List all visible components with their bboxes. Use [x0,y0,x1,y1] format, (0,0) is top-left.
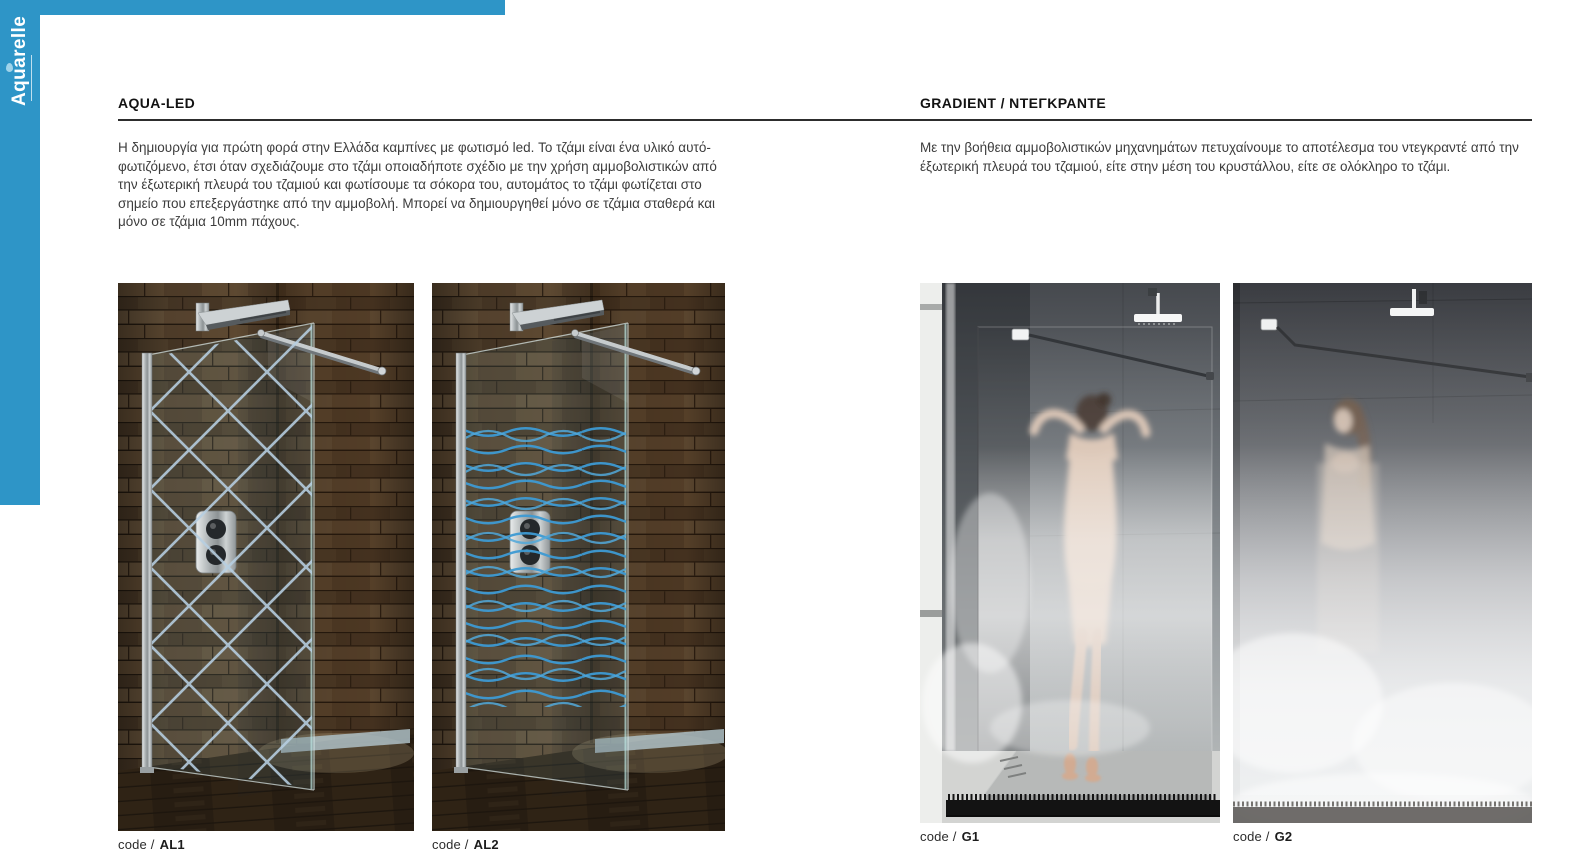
product-caption-al2 [432,837,725,852]
product-grid-gradient [920,283,1532,844]
brand-logo: Aquarelle [9,15,30,106]
product-grid-aqua-led [118,283,725,852]
led-wave-pattern [452,421,652,707]
product-photo-g1 [920,283,1220,823]
header-rule [118,119,1532,121]
product-code: AL2 [473,837,499,852]
code-label: code / [1233,829,1270,844]
product-figure-al1 [118,283,414,852]
code-label: code / [432,837,469,852]
code-label: code / [920,829,957,844]
product-code: AL1 [159,837,185,852]
product-code: G1 [961,829,980,844]
code-label: code / [118,837,155,852]
glass-clamp [1012,329,1029,340]
bath-mat [946,797,1220,817]
product-figure-al2 [432,283,725,852]
section-description-gradient: Με την βοήθεια αμμοβολιστικών μηχανημάτων πετυχαίνουμε το αποτέλεσμα του ντεγκραντέ από την έξωτερική πλευρά του τζαμιού, είτε στην μέση του κρυστάλλου, είτε σε ολόκληρο το τζάμι. [920,140,1519,174]
top-accent-bar [40,0,505,15]
section-title-aqua-led: AQUA-LED [118,95,196,111]
product-figure-g2 [1233,283,1532,844]
brand-sidebar [0,0,40,505]
product-figure-g1 [920,283,1220,844]
section-description-aqua-led: Η δημιουργία για πρώτη φορά στην Ελλάδα καμπίνες με φωτισμό led. Το τζάμι είναι ένα υλικό αυτό-φωτιζόμενο, έτσι όταν σχεδιάζουμε στο τζάμι οποιαδήποτε σχέδιο με την χρήση αμμοβολιστικών από την έξωτερική πλευρά του τζαμιού και φωτίσουμε τα σόκορα του, αυτομάτος το τζάμι φωτίζεται στο σημείο που επεξεργάστηκε από την αμμοβολή. Μπορεί να δημιουργηθεί μόνο σε τζάμια σταθερά και μόνο σε τζάμια 10mm πάχους. [118,140,717,230]
shower-scene-al2 [432,283,725,831]
product-caption-al1 [118,837,414,852]
product-caption-g1 [920,829,1220,844]
shower-scene-g2 [1233,283,1532,823]
product-photo-al1 [118,283,414,831]
product-photo-al2 [432,283,725,831]
product-caption-g2 [1233,829,1532,844]
shower-scene-al1 [118,283,414,831]
brand-underline [31,55,32,101]
product-photo-g2 [1233,283,1532,823]
shower-scene-g1 [920,283,1220,823]
section-title-gradient: GRADIENT / ΝΤΕΓΚΡΑΝΤΕ [920,95,1107,111]
product-code: G2 [1274,829,1293,844]
